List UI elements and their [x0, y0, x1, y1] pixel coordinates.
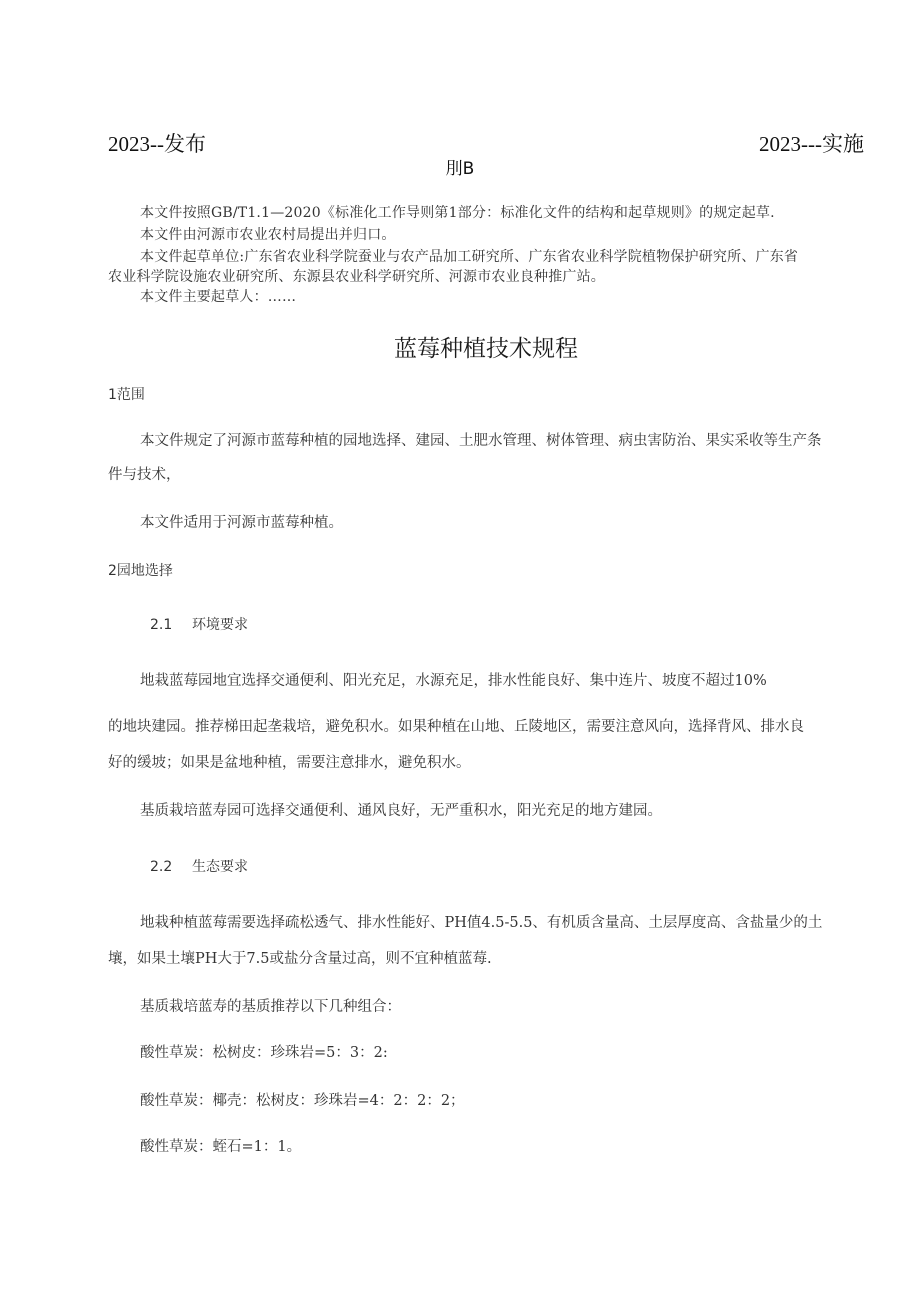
subsection-2-1-heading	[150, 614, 248, 634]
substrate-mix-1: 酸性草炭：松树皮：珍珠岩=5：3：2:	[140, 1045, 388, 1061]
document-title: 蓝莓种植技术规程	[394, 336, 578, 362]
substrate-mix-2: 酸性草炭：椰壳：松树皮：珍珠岩=4：2：2：2；	[140, 1093, 465, 1109]
implement-date: 2023---实施	[759, 132, 864, 156]
section-1-paragraph-2: 本文件适用于河源市蓝莓种植。	[140, 515, 343, 531]
foreword-line-3: 本文件起草单位:广东省农业科学院蚕业与农产品加工研究所、广东省农业科学院植物保护研究所、广东省	[140, 249, 799, 265]
section-1-paragraph-1-line-2: 件与技术，	[108, 467, 181, 483]
section-1-heading: 1范围	[108, 387, 145, 403]
subsection-2-2-paragraph-2: 基质栽培蓝寿的基质推荐以下几种组合：	[140, 999, 401, 1015]
subsection-2-1-paragraph-2-line-2: 好的缓坡；如果是盆地种植，需要注意排水，避免积水。	[108, 755, 471, 771]
foreword-line-1: 本文件按照GB/T1.1—2020《标准化工作导则第1部分：标准化文件的结构和起草规则》的规定起草.	[140, 205, 775, 221]
substrate-mix-3: 酸性草炭：蛭石=1：1。	[140, 1139, 302, 1155]
subsection-title: 生态要求	[192, 859, 248, 875]
subsection-2-2-paragraph-1-line-1: 地栽种植蓝莓需要选择疏松透气、排水性能好、PH值4.5-5.5、有机质含量高、土层厚度高、含盐量少的土	[140, 915, 823, 931]
subsection-number: 2.1	[150, 617, 173, 633]
foreword-line-5: 本文件主要起草人：……	[140, 289, 297, 305]
subsection-2-2-heading	[150, 856, 248, 876]
subsection-2-1-paragraph-1: 地栽蓝莓园地宜选择交通便利、阳光充足，水源充足，排水性能良好、集中连片、坡度不超过10%	[140, 673, 767, 689]
subsection-2-2-paragraph-1-line-2: 壤，如果土壤PH大于7.5或盐分含量过高，则不宜种植蓝莓.	[108, 951, 492, 967]
section-2-heading: 2园地选择	[108, 563, 173, 579]
subsection-2-1-paragraph-3: 基质栽培蓝寿园可选择交通便利、通风良好，无严重积水，阳光充足的地方建园。	[140, 803, 662, 819]
subsection-number: 2.2	[150, 859, 173, 875]
section-1-paragraph-1-line-1: 本文件规定了河源市蓝莓种植的园地选择、建园、土肥水管理、树体管理、病虫害防治、果实采收等生产条	[140, 433, 822, 449]
foreword-title: 刖B	[445, 159, 475, 179]
subsection-2-1-paragraph-2-line-1: 的地块建园。推荐梯田起垄栽培，避免积水。如果种植在山地、丘陵地区，需要注意风向，选择背风、排水良	[108, 719, 804, 735]
subsection-title: 环境要求	[192, 617, 248, 633]
publish-date: 2023--发布	[108, 132, 206, 156]
foreword-line-2: 本文件由河源市农业农村局提出并归口。	[140, 227, 396, 243]
foreword-line-4: 农业科学院设施农业研究所、东源县农业科学研究所、河源市农业良种推广站。	[108, 269, 605, 285]
